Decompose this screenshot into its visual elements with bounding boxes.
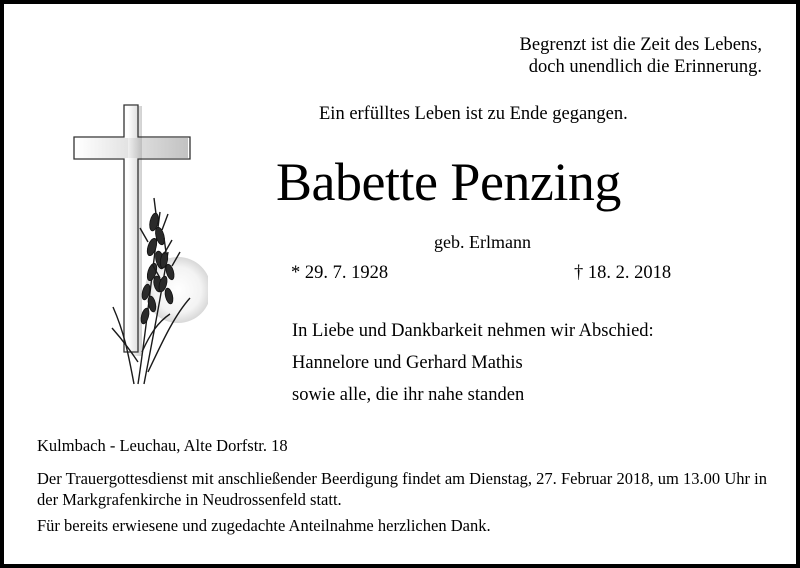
- mourner-others: sowie alle, die ihr nahe standen: [292, 385, 525, 405]
- funeral-service-text: Der Trauergottesdienst mit anschließender Beerdigung findet am Dienstag, 27. Februar 2018, um 13.00 Uhr in der Markgrafenkirche in Neudrossenfeld statt.: [37, 469, 767, 509]
- motto-line-1: Begrenzt ist die Zeit des Lebens,: [519, 35, 762, 55]
- address: Kulmbach - Leuchau, Alte Dorfstr. 18: [37, 436, 288, 455]
- maiden-name: geb. Erlmann: [434, 232, 531, 252]
- mourner-names: Hannelore und Gerhard Mathis: [292, 353, 523, 373]
- cross-wheat-illustration: [68, 102, 208, 392]
- death-date: † 18. 2. 2018: [574, 263, 672, 283]
- deceased-name: Babette Penzing: [276, 152, 621, 212]
- farewell-line: In Liebe und Dankbarkeit nehmen wir Abschied:: [292, 321, 654, 341]
- motto-line-2: doch unendlich die Erinnerung.: [528, 57, 762, 77]
- thanks-text: Für bereits erwiesene und zugedachte Anteilnahme herzlichen Dank.: [37, 516, 491, 535]
- birth-date: * 29. 7. 1928: [291, 263, 389, 283]
- intro-text: Ein erfülltes Leben ist zu Ende gegangen.: [319, 104, 628, 124]
- motto: [520, 34, 762, 78]
